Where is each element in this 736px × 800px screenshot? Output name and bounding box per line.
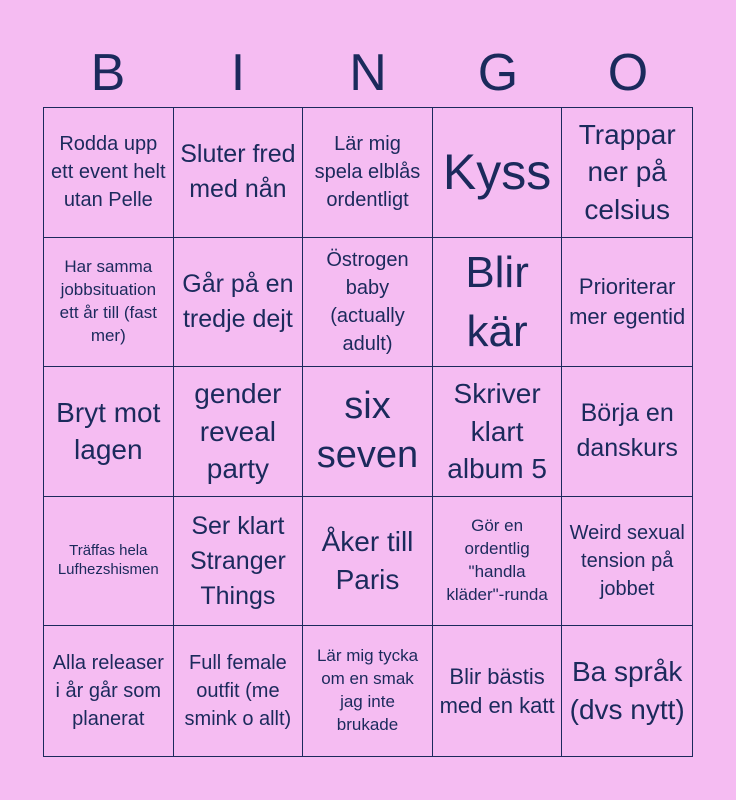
bingo-cell-text: Går på en tredje dejt [182,269,294,333]
header-letter-n: N [349,44,387,102]
bingo-cell-text: gender reveal party [194,377,282,485]
bingo-cell-r3c1[interactable] [44,367,174,497]
bingo-cell-r1c5[interactable] [562,108,692,238]
bingo-cell-r5c2[interactable] [174,626,304,756]
bingo-cell-text: Blir bästis med en katt [439,663,555,719]
bingo-cell-text: Ser klart Stranger Things [189,511,286,610]
bingo-cell-r3c2[interactable] [174,367,304,497]
bingo-cell-text: Östrogen baby (actually adult) [326,248,409,355]
bingo-cell-text: Full female outfit (me smink o allt) [184,652,292,731]
header-letter-g: G [477,44,519,102]
bingo-cell-text: Kyss [442,143,552,200]
bingo-cell-text: Har samma jobbsituation ett år till (fast mer) [59,257,157,345]
bingo-cell-r1c4[interactable] [433,108,563,238]
bingo-cell-r2c1[interactable] [44,238,174,368]
bingo-cell-text: Börja en danskurs [576,399,678,463]
bingo-header [43,38,693,108]
bingo-cell-r2c4[interactable] [433,238,563,368]
bingo-cell-r5c3[interactable] [303,626,433,756]
bingo-cell-r2c3[interactable] [303,238,433,368]
bingo-cell-r5c5[interactable] [562,626,692,756]
bingo-cell-text: Weird sexual tension på jobbet [569,522,685,601]
bingo-cell-r4c5[interactable] [562,497,692,627]
bingo-cell-r1c1[interactable] [44,108,174,238]
bingo-cell-text: Träffas hela Lufhezshismen [57,542,159,579]
bingo-cell-r1c2[interactable] [174,108,304,238]
bingo-cell-text: Prioriterar mer egentid [569,274,686,329]
header-letter-i: I [230,44,246,102]
bingo-cell-text: Lär mig spela elblås ordentligt [314,133,421,212]
bingo-cell-r3c5[interactable] [562,367,692,497]
header-letter-b: B [90,44,126,102]
bingo-cell-r5c4[interactable] [433,626,563,756]
bingo-cell-r4c2[interactable] [174,497,304,627]
bingo-cell-text: Rodda upp ett event helt utan Pelle [51,133,166,212]
bingo-cell-r1c3[interactable] [303,108,433,238]
bingo-cell-text: Lär mig tycka om en smak jag inte brukade [316,646,419,735]
bingo-cell-text: Gör en ordentlig "handla kläder"-runda [446,516,548,605]
bingo-cell-text: Åker till Paris [321,526,414,596]
bingo-cell-r4c3[interactable] [303,497,433,627]
bingo-cell-r4c4[interactable] [433,497,563,627]
bingo-cell-text: Bryt mot lagen [56,396,161,466]
bingo-cell-text: Alla releaser i år går som planerat [52,652,164,731]
bingo-cell-r2c2[interactable] [174,238,304,368]
bingo-cell-text: Blir kär [465,247,529,356]
bingo-cell-r5c1[interactable] [44,626,174,756]
header-letter-o: O [607,44,649,102]
bingo-cell-text: Ba språk (dvs nytt) [569,656,685,726]
bingo-cell-r2c5[interactable] [562,238,692,368]
bingo-grid [43,107,693,757]
bingo-cell-r3c4[interactable] [433,367,563,497]
bingo-cell-text: six seven [316,385,419,477]
bingo-cell-text: Trappar ner på celsius [578,118,676,226]
bingo-cell-text: Sluter fred med nån [180,140,296,204]
bingo-cell-r3c3[interactable] [303,367,433,497]
bingo-cell-text: Skriver klart album 5 [447,377,547,485]
bingo-cell-r4c1[interactable] [44,497,174,627]
